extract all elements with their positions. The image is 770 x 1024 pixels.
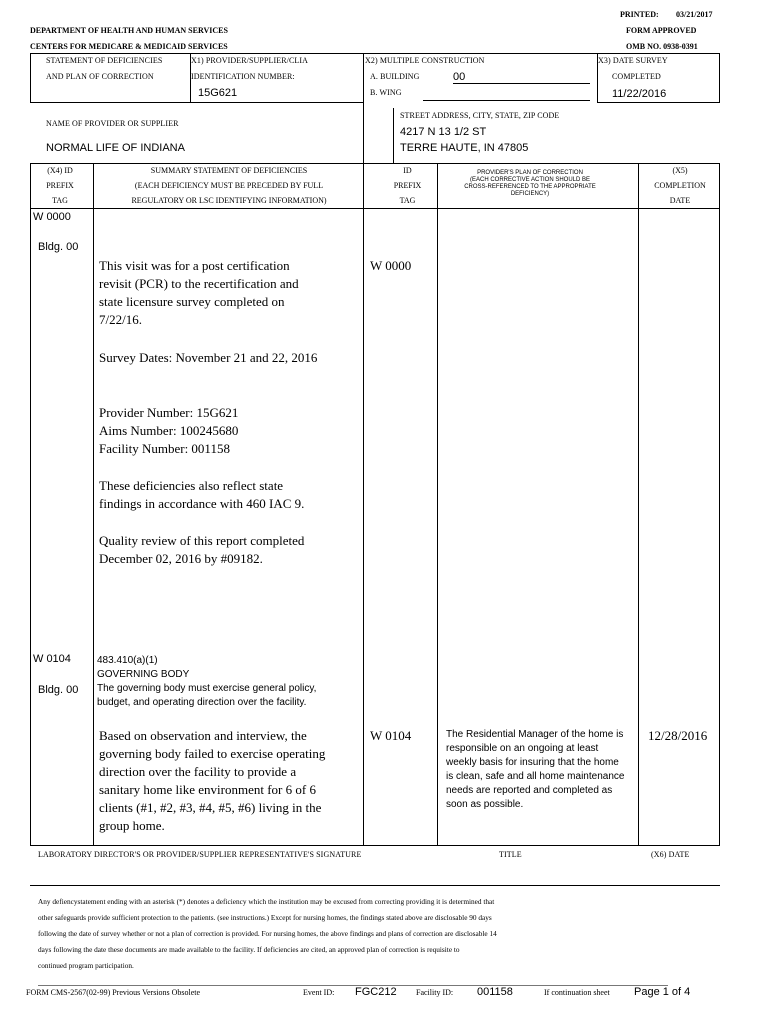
x4-header <box>30 163 90 208</box>
summary-header-l3: REGULATORY OR LSC IDENTIFYING INFORMATION) <box>131 196 327 205</box>
disclaimer-line-3: following the date of survey whether or not a plan of correction is provided. For nursing homes, the above findings and plans of correction are disclosable 14 <box>38 929 497 938</box>
grid-top-rule <box>30 53 720 54</box>
x1-label-1: X1) PROVIDER/SUPPLIER/CLIA <box>191 56 309 65</box>
grid-x3-bottom <box>597 102 720 103</box>
footer-form-label: FORM CMS-2567(02-99) Previous Versions Obsolete <box>26 988 201 997</box>
footer-event-label: Event ID: <box>303 988 335 997</box>
omb-number: OMB NO. 0938-0391 <box>626 42 698 51</box>
footer-continuation-label: If continuation sheet <box>544 988 610 997</box>
signature-bottom-rule <box>30 885 720 886</box>
w0000-id-tag: W 0000 <box>370 258 412 273</box>
col-line-id <box>437 163 438 846</box>
id-header-l3: TAG <box>399 196 416 205</box>
x5-header-l2: COMPLETION <box>654 181 706 190</box>
x5-header <box>640 163 720 208</box>
disclaimer-line-2: other safeguards provide sufficient protection to the patients. (see instructions.) Except for nursing homes, the findings stated above are disclosable 90 days <box>38 913 492 922</box>
building-label: A. BUILDING <box>370 72 420 81</box>
provider-name-label: NAME OF PROVIDER OR SUPPLIER <box>46 119 179 128</box>
wing-underline <box>423 100 590 101</box>
provider-id-value: 15G621 <box>198 87 238 99</box>
grid-address-divider <box>393 108 394 163</box>
footer-facility-value: 001158 <box>477 986 513 998</box>
signature-label: LABORATORY DIRECTOR'S OR PROVIDER/SUPPLIER REPRESENTATIVE'S SIGNATURE <box>38 850 362 859</box>
cms-title: CENTERS FOR MEDICARE & MEDICAID SERVICES <box>30 42 228 51</box>
w0000-aims-number: Aims Number: 100245680 <box>99 423 239 438</box>
footer-facility-label: Facility ID: <box>416 988 454 997</box>
col-line-x4 <box>93 163 94 846</box>
summary-header-l2: (EACH DEFICIENCY MUST BE PRECEDED BY FULL <box>134 181 324 190</box>
statement-label-1: STATEMENT OF DEFICIENCIES <box>46 56 163 65</box>
w0000-facility-number: Facility Number: 001158 <box>99 441 230 456</box>
printed-date: 03/21/2017 <box>676 10 713 19</box>
plan-header-l2: (EACH CORRECTIVE ACTION SHOULD BE <box>469 177 591 183</box>
printed-label: PRINTED: <box>620 10 659 19</box>
w0104-completion-date: 12/28/2016 <box>648 728 708 743</box>
x6-date-label: (X6) DATE <box>651 850 690 859</box>
id-header <box>380 163 435 208</box>
footer-event-value: FGC212 <box>355 986 397 998</box>
disclaimer-line-1: Any defiencystatement ending with an asterisk (*) denotes a deficiency which the institution may be excused from correcting providing it is determined that <box>38 897 495 906</box>
w0104-reg-title: GOVERNING BODY <box>97 669 190 680</box>
disclaimer-line-5: continued program participation. <box>38 961 134 970</box>
x2-label: X2) MULTIPLE CONSTRUCTION <box>365 56 485 65</box>
id-header-l2: PREFIX <box>393 181 422 190</box>
form-approved: FORM APPROVED <box>626 26 697 35</box>
w0104-regulation <box>97 654 322 710</box>
survey-date-value: 11/22/2016 <box>612 88 667 100</box>
grid-col-header-bottom <box>30 208 720 209</box>
dept-title: DEPARTMENT OF HEALTH AND HUMAN SERVICES <box>30 26 228 35</box>
footer-page-number: Page 1 of 4 <box>634 986 691 998</box>
w0000-building: Bldg. 00 <box>38 241 79 253</box>
w0000-para-quality: Quality review of this report completed December 02, 2016 by #09182. <box>99 533 305 566</box>
x3-label-2: COMPLETED <box>612 72 661 81</box>
grid-right-rule-1 <box>719 53 720 102</box>
w0000-tag: W 0000 <box>33 211 71 223</box>
address-line-2: TERRE HAUTE, IN 47805 <box>400 142 529 154</box>
plan-header-l1: PROVIDER'S PLAN OF CORRECTION <box>477 170 583 176</box>
x4-header-l2: PREFIX <box>46 181 74 190</box>
w0000-para-dates: Survey Dates: November 21 and 22, 2016 <box>99 350 318 365</box>
address-label: STREET ADDRESS, CITY, STATE, ZIP CODE <box>400 111 560 120</box>
x5-header-l3: DATE <box>669 196 691 205</box>
plan-header <box>440 170 620 198</box>
w0104-tag: W 0104 <box>33 653 71 665</box>
id-header-l1: ID <box>403 166 412 175</box>
grid-row1-bottom-left <box>30 102 363 103</box>
disclaimer-line-4: days following the date these documents are made available to the facility. If deficiencies are cited, an approved plan of correction is requisite to <box>38 945 460 954</box>
grid-x2-divider <box>363 53 364 163</box>
col-line-left <box>30 163 31 846</box>
w0104-plan-text: The Residential Manager of the home is responsible on an ongoing at least weekly basis for insuring that the home is clean, safe and all home maintenance needs are reported and completed as soon as possible. <box>446 729 625 810</box>
building-value: 00 <box>453 71 590 84</box>
disclaimer-underline <box>38 985 668 986</box>
col-line-summary <box>363 163 364 846</box>
provider-name-value: NORMAL LIFE OF INDIANA <box>46 142 185 154</box>
x3-label-1: X3) DATE SURVEY <box>598 56 668 65</box>
x1-label-2: IDENTIFICATION NUMBER: <box>191 72 295 81</box>
w0000-para-visit: This visit was for a post certification revisit (PCR) to the recertification and state licensure survey completed on 7/22/16. <box>99 258 299 327</box>
statement-label-2: AND PLAN OF CORRECTION <box>46 72 154 81</box>
w0000-para-state: These deficiencies also reflect state findings in accordance with 460 IAC 9. <box>99 478 305 511</box>
x4-header-l3: TAG <box>52 196 68 205</box>
x4-header-l1: (X4) ID <box>47 166 73 175</box>
w0104-building: Bldg. 00 <box>38 684 79 696</box>
w0104-finding: Based on observation and interview, the governing body failed to exercise operating direction over the facility to provide a sanitary home like environment for 6 of 6 clients (#1, #2, #3, #4, #5, #6) living in the group home. <box>99 728 326 833</box>
plan-header-l4: DEFICIENCY) <box>510 191 550 197</box>
summary-header-l1: SUMMARY STATEMENT OF DEFICIENCIES <box>150 166 308 175</box>
w0000-provider-number: Provider Number: 15G621 <box>99 405 239 420</box>
grid-left-rule-1 <box>30 53 31 102</box>
w0104-id-tag: W 0104 <box>370 728 412 743</box>
w0104-reg-code: 483.410(a)(1) <box>97 655 158 666</box>
w0104-reg-text: The governing body must exercise general policy, budget, and operating direction over the facility. <box>97 683 317 708</box>
table-bottom-rule <box>30 845 720 846</box>
title-label: TITLE <box>499 850 522 859</box>
address-line-1: 4217 N 13 1/2 ST <box>400 126 487 138</box>
col-line-plan <box>638 163 639 846</box>
wing-label: B. WING <box>370 88 402 97</box>
plan-header-l3: CROSS-REFERENCED TO THE APPROPRIATE <box>464 184 596 190</box>
disclaimer <box>38 894 718 974</box>
summary-header <box>95 163 363 208</box>
col-line-right <box>719 163 720 846</box>
x5-header-l1: (X5) <box>672 166 688 175</box>
